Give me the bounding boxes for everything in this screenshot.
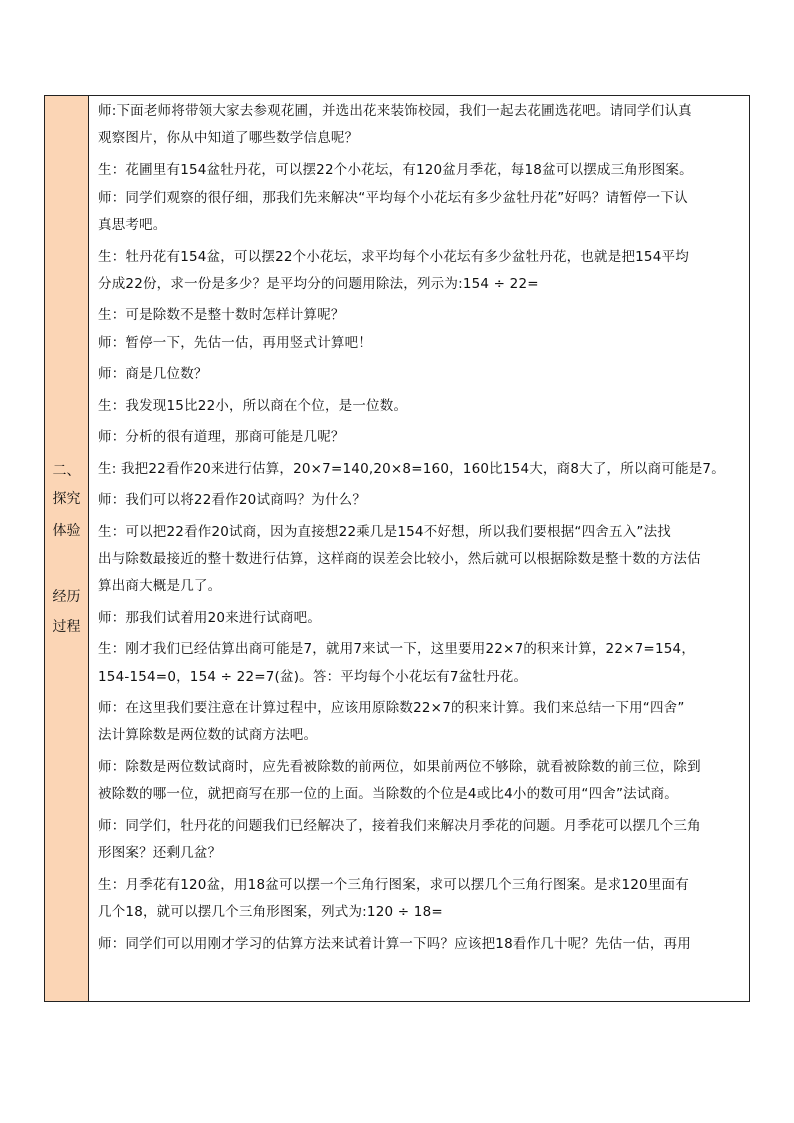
dialogue-line: 形图案？还剩几盆？ (98, 845, 222, 861)
dialogue-line: 算出商大概是几了。 (98, 578, 222, 594)
dialogue-line: 师：我们可以将22看作20试商吗？为什么？ (98, 492, 367, 508)
dialogue-line: 生：可以把22看作20试商，因为直接想22乘几是154不好想，所以我们要根据“四舍五入”法找 (98, 524, 671, 540)
dialogue-line: 分成22份，求一份是多少？是平均分的问题用除法，列示为:154 ÷ 22= (98, 276, 539, 292)
stage-title-2: 体验 (52, 523, 81, 539)
dialogue-line: 被除数的哪一位，就把商写在那一位的上面。当除数的个位是4或比4小的数可用“四舍”法试商。 (98, 786, 678, 802)
dialogue-line: 师：同学们，牡丹花的问题我们已经解决了，接着我们来解决月季花的问题。月季花可以摆几个三角 (98, 818, 701, 834)
dialogue-line: 出与除数最接近的整十数进行估算，这样商的误差会比较小，然后就可以根据除数是整十数的方法估 (98, 551, 701, 567)
stage-number: 二、 (52, 463, 81, 479)
dialogue-line: 真思考吧。 (98, 217, 167, 233)
dialogue-line: 生: 我把22看作20来进行估算，20×7=140,20×8=160，160比154大，商8大了，所以商可能是7。 (98, 461, 725, 477)
dialogue-line: 师：分析的很有道理，那商可能是几呢？ (98, 429, 345, 445)
dialogue-line: 师：商是几位数？ (98, 366, 208, 382)
dialogue-line: 师:下面老师将带领大家去参观花圃，并选出花来装饰校园，我们一起去花圃选花吧。请同学们认真 (98, 103, 692, 119)
dialogue-line: 师：在这里我们要注意在计算过程中，应该用原除数22×7的积来计算。我们来总结一下用“四舍” (98, 700, 685, 716)
dialogue-line: 生：可是除数不是整十数时怎样计算呢？ (98, 307, 345, 323)
dialogue-line: 几个18，就可以摆几个三角形图案，列式为:120 ÷ 18= (98, 904, 443, 920)
dialogue-line: 生：牡丹花有154盆，可以摆22个小花坛，求平均每个小花坛有多少盆牡丹花，也就是把154平均 (98, 249, 689, 265)
dialogue-line: 154-154=0，154 ÷ 22=7(盆)。答：平均每个小花坛有7盆牡丹花。 (98, 669, 528, 685)
stage-title-4: 过程 (52, 619, 81, 635)
stage-cell (45, 96, 89, 1001)
dialogue-line: 师：同学们可以用刚才学习的估算方法来试着计算一下吗？应该把18看作几十呢？先估一估，再用 (98, 936, 691, 952)
dialogue-line: 师：那我们试着用20来进行试商吧。 (98, 610, 322, 626)
dialogue-line: 法计算除数是两位数的试商方法吧。 (98, 727, 318, 743)
dialogue-line: 生：刚才我们已经估算出商可能是7，就用7来试一下，这里要用22×7的积来计算，22×7=154， (98, 641, 696, 657)
dialogue-line: 师：同学们观察的很仔细，那我们先来解决“平均每个小花坛有多少盆牡丹花”好吗？请暂停一下认 (98, 190, 688, 206)
stage-title-3: 经历 (52, 589, 81, 605)
dialogue-line: 观察图片，你从中知道了哪些数学信息呢？ (98, 130, 359, 146)
dialogue-line: 师：除数是两位数试商时，应先看被除数的前两位，如果前两位不够除，就看被除数的前三位，除到 (98, 759, 701, 775)
dialogue-cell (89, 96, 749, 1001)
dialogue-line: 生：花圃里有154盆牡丹花，可以摆22个小花坛，有120盆月季花，每18盆可以摆成三角形图案。 (98, 162, 693, 178)
lesson-table (44, 95, 750, 1002)
stage-title-1: 探究 (52, 491, 81, 507)
dialogue-line: 生：我发现15比22小，所以商在个位，是一位数。 (98, 398, 408, 414)
dialogue-line: 师：暂停一下，先估一估，再用竖式计算吧！ (98, 335, 372, 351)
dialogue-line: 生：月季花有120盆，用18盆可以摆一个三角行图案，求可以摆几个三角行图案。是求120里面有 (98, 877, 689, 893)
